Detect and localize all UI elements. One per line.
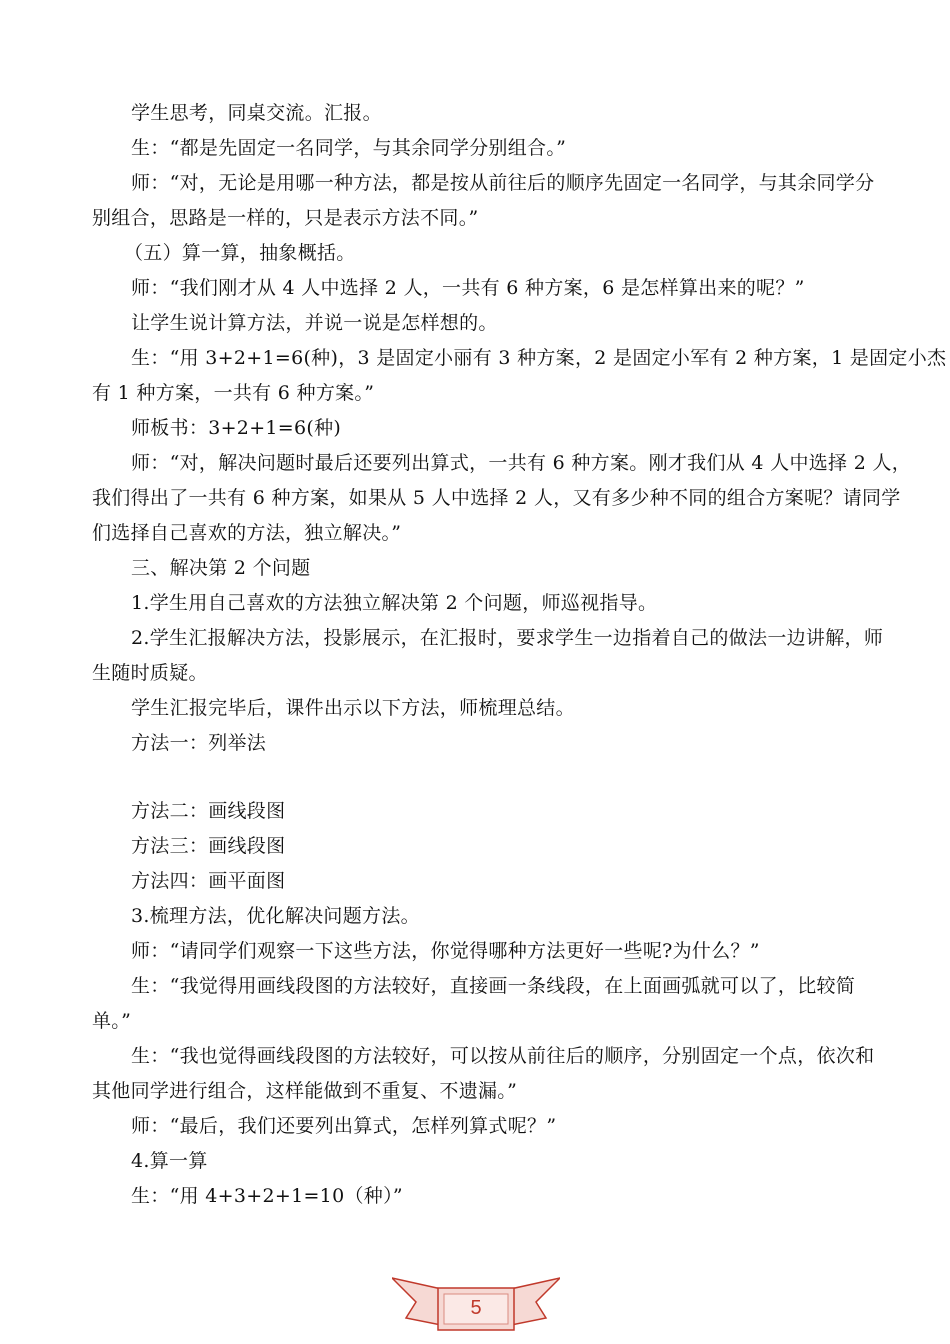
paragraph-line: 让学生说计算方法，并说一说是怎样想的。 [131, 312, 498, 334]
paragraph-line: 师：“请同学们观察一下这些方法，你觉得哪种方法更好一些呢?为什么？” [131, 940, 760, 962]
method-label: 方法三：画线段图 [131, 835, 286, 857]
paragraph-line: 生：“我也觉得画线段图的方法较好，可以按从前往后的顺序，分别固定一个点，依次和 [131, 1045, 875, 1067]
paragraph-line: 其他同学进行组合，这样能做到不重复、不遗漏。” [92, 1080, 518, 1102]
paragraph-line: 师板书：3+2+1=6(种) [131, 417, 342, 439]
paragraph-line: 2.学生汇报解决方法，投影展示，在汇报时，要求学生一边指着自己的做法一边讲解，师 [131, 627, 884, 649]
paragraph-line: 有 1 种方案，一共有 6 种方案。” [92, 382, 375, 404]
paragraph-line: 4.算一算 [131, 1150, 208, 1172]
paragraph-line: 们选择自己喜欢的方法，独立解决。” [92, 522, 402, 544]
section-heading: （五）算一算，抽象概括。 [124, 242, 356, 264]
paragraph-line: 生：“用 3+2+1=6(种)，3 是固定小丽有 3 种方案，2 是固定小军有 2 种方案，1 是固定小杰 [131, 347, 947, 369]
paragraph-line: 生随时质疑。 [92, 662, 208, 684]
page-number: 5 [470, 1297, 482, 1319]
section-heading: 三、解决第 2 个问题 [131, 557, 311, 579]
method-label: 方法一：列举法 [131, 732, 267, 754]
paragraph-line: 单。” [92, 1010, 132, 1032]
paragraph-line: 1.学生用自己喜欢的方法独立解决第 2 个问题，师巡视指导。 [131, 592, 658, 614]
paragraph-line: 师：“我们刚才从 4 人中选择 2 人，一共有 6 种方案，6 是怎样算出来的呢？” [131, 277, 805, 299]
paragraph-line: 学生思考，同桌交流。汇报。 [131, 102, 382, 124]
paragraph-line: 我们得出了一共有 6 种方案，如果从 5 人中选择 2 人，又有多少种不同的组合方案呢？请同学 [92, 487, 901, 509]
method-label: 方法四：画平面图 [131, 870, 286, 892]
paragraph-line: 师：“对，解决问题时最后还要列出算式，一共有 6 种方案。刚才我们从 4 人中选择 2 人， [131, 452, 912, 474]
paragraph-line: 学生汇报完毕后，课件出示以下方法，师梳理总结。 [131, 697, 575, 719]
paragraph-line: 3.梳理方法，优化解决问题方法。 [131, 905, 420, 927]
paragraph-line: 生：“都是先固定一名同学，与其余同学分别组合。” [131, 137, 567, 159]
method-label: 方法二：画线段图 [131, 800, 286, 822]
paragraph-line: 别组合，思路是一样的，只是表示方法不同。” [92, 207, 479, 229]
paragraph-line: 生：“用 4+3+2+1=10（种）” [131, 1185, 403, 1207]
paragraph-line: 师：“最后，我们还要列出算式，怎样列算式呢？” [131, 1115, 557, 1137]
paragraph-line: 生：“我觉得用画线段图的方法较好，直接画一条线段，在上面画弧就可以了，比较简 [131, 975, 856, 997]
paragraph-line: 师：“对，无论是用哪一种方法，都是按从前往后的顺序先固定一名同学，与其余同学分 [131, 172, 875, 194]
